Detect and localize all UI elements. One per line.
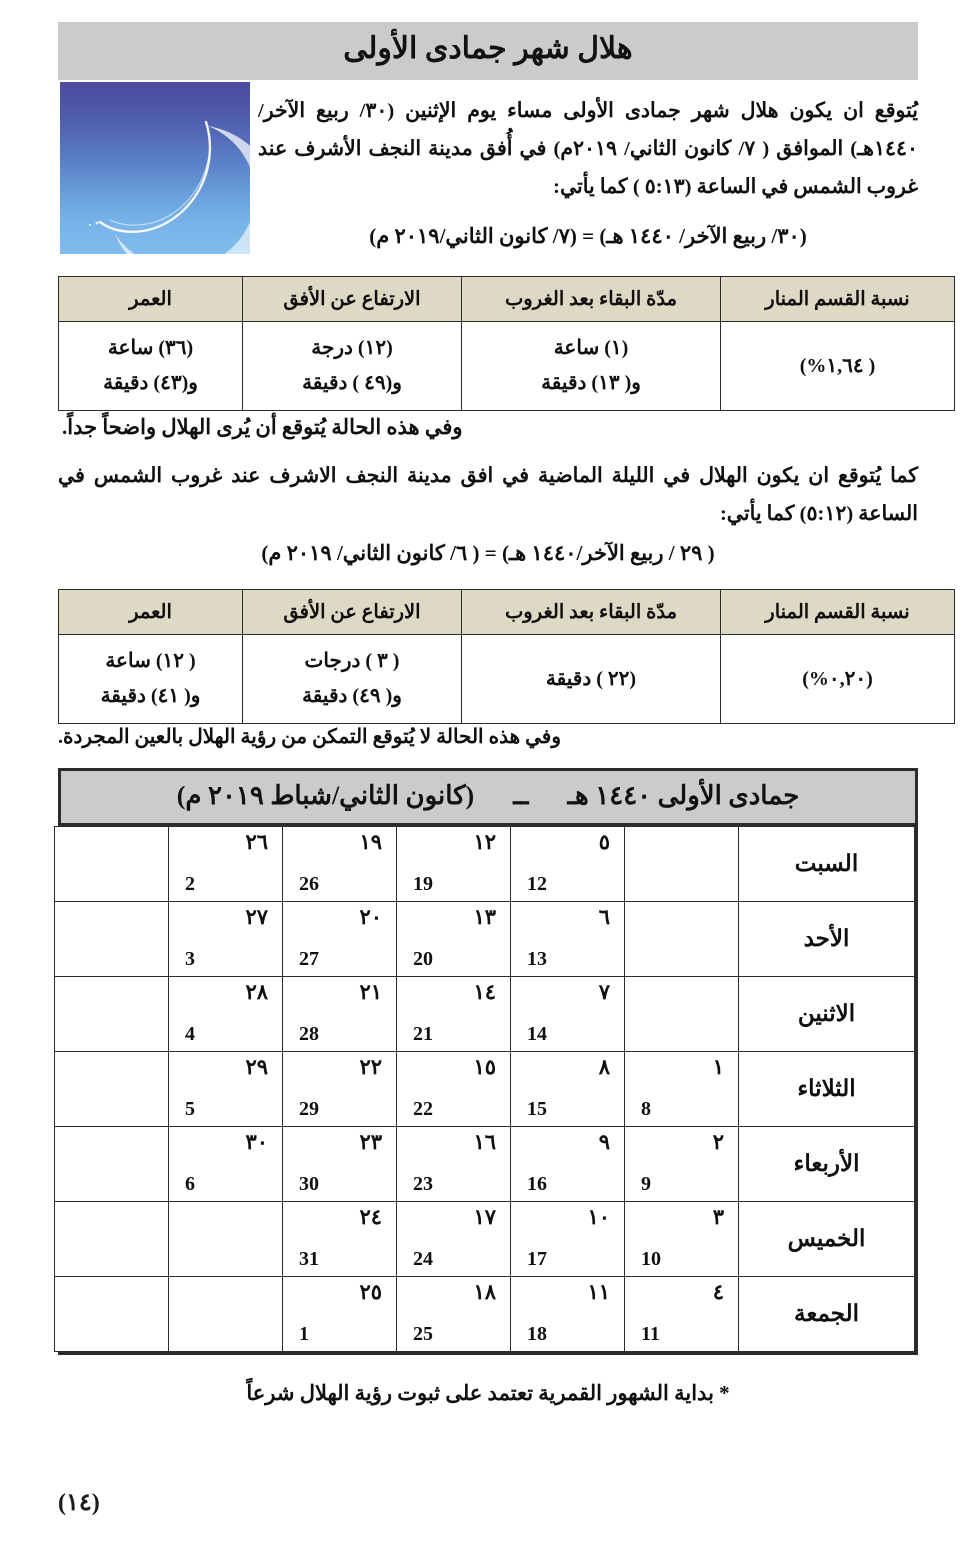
header-stay-duration: مدّة البقاء بعد الغروب xyxy=(462,277,721,322)
calendar-hijri-date: ١٩ xyxy=(359,830,382,854)
visibility-note-primary: وفي هذه الحالة يُتوقع أن يُرى الهلال واضحاً جداً. xyxy=(62,415,463,439)
calendar-cell-day xyxy=(397,1127,511,1202)
cell-altitude xyxy=(243,635,462,724)
calendar-gregorian-date: 27 xyxy=(299,948,319,970)
calendar-gregorian-date: 10 xyxy=(641,1248,661,1270)
cell-age xyxy=(59,322,243,411)
calendar-gregorian-date: 15 xyxy=(527,1098,547,1120)
calendar-hijri-date: ١٢ xyxy=(473,830,496,854)
calendar-hijri-date: ٢٣ xyxy=(359,1130,382,1154)
calendar-hijri-date: ٢١ xyxy=(359,980,382,1004)
calendar-hijri-date: ٢٥ xyxy=(359,1280,382,1304)
calendar-header xyxy=(61,771,915,826)
cell-altitude-line1: (١٢) درجة xyxy=(311,337,393,359)
calendar-row xyxy=(55,977,915,1052)
calendar-hijri-date: ٢٠ xyxy=(359,905,382,929)
hilal-stats-table-primary xyxy=(58,276,955,411)
calendar-row xyxy=(55,1052,915,1127)
calendar-hijri-date: ٣ xyxy=(712,1205,724,1229)
calendar-gregorian-date: 1 xyxy=(299,1323,309,1345)
calendar-hijri-date: ٢٧ xyxy=(245,905,268,929)
cell-age-line2: و( ٤١) دقيقة xyxy=(100,685,201,707)
calendar-gregorian-date: 31 xyxy=(299,1248,319,1270)
calendar-gregorian-date: 25 xyxy=(413,1323,433,1345)
calendar-cell-empty xyxy=(55,977,169,1052)
calendar-cell-day xyxy=(397,977,511,1052)
calendar-cell-empty xyxy=(55,827,169,902)
calendar-gregorian-date: 2 xyxy=(185,873,195,895)
calendar-gregorian-date: 14 xyxy=(527,1023,547,1045)
calendar-cell-empty xyxy=(625,902,739,977)
calendar-cell-day xyxy=(397,1202,511,1277)
calendar-row xyxy=(55,1127,915,1202)
hilal-stats-table-previous-night xyxy=(58,589,955,724)
cell-illuminated-fraction: (٠,٢٠%) xyxy=(721,635,955,724)
calendar-gregorian-date: 21 xyxy=(413,1023,433,1045)
calendar-gregorian-date: 26 xyxy=(299,873,319,895)
calendar-hijri-date: ١٧ xyxy=(473,1205,496,1229)
calendar-gregorian-date: 8 xyxy=(641,1098,651,1120)
calendar-gregorian-date: 23 xyxy=(413,1173,433,1195)
cell-stay-line2: و( ١٣) دقيقة xyxy=(541,372,641,394)
page-title-banner xyxy=(58,22,918,80)
calendar-cell-empty xyxy=(55,1127,169,1202)
header-altitude: الارتفاع عن الأفق xyxy=(243,590,462,635)
calendar-day-name: الأحد xyxy=(739,902,915,977)
table-header-row xyxy=(59,277,955,322)
calendar-cell-empty xyxy=(625,827,739,902)
calendar-gregorian-date: 11 xyxy=(641,1323,660,1345)
calendar-hijri-date: ١ xyxy=(712,1055,724,1079)
cell-altitude-line2: و( ٤٩) دقيقة xyxy=(302,685,402,707)
calendar-cell-empty xyxy=(55,1202,169,1277)
calendar-cell-day xyxy=(169,977,283,1052)
calendar-cell-day xyxy=(169,1052,283,1127)
calendar-cell-day xyxy=(625,1202,739,1277)
calendar-hijri-date: ٢٤ xyxy=(359,1205,382,1229)
calendar-cell-day xyxy=(283,827,397,902)
calendar-gregorian-date: 13 xyxy=(527,948,547,970)
calendar-gregorian-date: 18 xyxy=(527,1323,547,1345)
calendar-gregorian-date: 4 xyxy=(185,1023,195,1045)
header-altitude: الارتفاع عن الأفق xyxy=(243,277,462,322)
footnote: * بداية الشهور القمرية تعتمد على ثبوت رؤية الهلال شرعاً xyxy=(246,1381,730,1405)
calendar-day-name: الثلاثاء xyxy=(739,1052,915,1127)
cell-age-line1: (٣٦) ساعة xyxy=(107,337,194,359)
calendar-hijri-date: ٤ xyxy=(712,1280,724,1304)
calendar-gregorian-date: 30 xyxy=(299,1173,319,1195)
calendar-grid xyxy=(54,826,915,1352)
calendar-hijri-date: ١٣ xyxy=(473,905,496,929)
calendar-row xyxy=(55,827,915,902)
calendar-gregorian-date: 19 xyxy=(413,873,433,895)
calendar-cell-day xyxy=(283,902,397,977)
calendar-cell-empty xyxy=(55,902,169,977)
calendar-hijri-date: ١١ xyxy=(587,1280,610,1304)
calendar-hijri-date: ٢٦ xyxy=(245,830,268,854)
calendar-gregorian-date: 12 xyxy=(527,873,547,895)
calendar-cell-empty xyxy=(625,977,739,1052)
calendar-hijri-date: ٩ xyxy=(598,1130,610,1154)
calendar-cell-day xyxy=(283,1277,397,1352)
calendar-gregorian-date: 3 xyxy=(185,948,195,970)
cell-altitude-line2: و(٤٩ ) دقيقة xyxy=(302,372,402,394)
calendar-cell-day xyxy=(169,1127,283,1202)
table-row xyxy=(59,635,955,724)
calendar-cell-day xyxy=(397,1277,511,1352)
calendar-hijri-date: ٢٩ xyxy=(245,1055,268,1079)
calendar-cell-day xyxy=(283,1202,397,1277)
calendar-cell-day xyxy=(511,1052,625,1127)
calendar-gregorian-date: 6 xyxy=(185,1173,195,1195)
calendar-gregorian-date: 22 xyxy=(413,1098,433,1120)
calendar-cell-day xyxy=(625,1277,739,1352)
header-illuminated-fraction: نسبة القسم المنار xyxy=(721,277,955,322)
calendar-cell-day xyxy=(625,1052,739,1127)
calendar-day-name: الجمعة xyxy=(739,1277,915,1352)
calendar-cell-day xyxy=(511,827,625,902)
calendar-cell-day xyxy=(169,827,283,902)
calendar-row xyxy=(55,1277,915,1352)
calendar-cell-day xyxy=(397,827,511,902)
table-row xyxy=(59,322,955,411)
intro-paragraph: يُتوقع ان يكون هلال شهر جمادى الأولى مساء يوم الإثنين (٣٠/ ربيع الآخر/ ١٤٤٠هـ) الموافق ( ٧/ كانون الثاني/ ٢٠١٩م) في أُفق مدينة النجف الأشرف عند غروب الشمس في الساعة (٥:١٣ ) كما يأتي: xyxy=(258,100,919,198)
table-header-row xyxy=(59,590,955,635)
calendar-hijri-date: ١٦ xyxy=(473,1130,496,1154)
calendar-hijri-date: ١٠ xyxy=(587,1205,610,1229)
calendar-hijri-date: ٥ xyxy=(598,830,610,854)
calendar-cell-day xyxy=(511,977,625,1052)
crescent-moon-image xyxy=(60,82,250,254)
header-stay-duration: مدّة البقاء بعد الغروب xyxy=(462,590,721,635)
calendar-hijri-date: ١٤ xyxy=(473,980,496,1004)
intro-date-equivalence: (٣٠/ ربيع الآخر/ ١٤٤٠ هـ) = (٧/ كانون الثاني/٢٠١٩ م) xyxy=(369,224,807,248)
cell-stay-line1: (١) ساعة xyxy=(553,337,629,359)
calendar-hijri-date: ٢٨ xyxy=(245,980,268,1004)
calendar-hijri-date: ٢٢ xyxy=(359,1055,382,1079)
calendar-cell-empty xyxy=(169,1202,283,1277)
cell-altitude xyxy=(243,322,462,411)
cell-age xyxy=(59,635,243,724)
calendar-cell-empty xyxy=(55,1277,169,1352)
calendar-day-name: السبت xyxy=(739,827,915,902)
crescent-shape-icon xyxy=(60,82,250,254)
calendar-cell-day xyxy=(511,1202,625,1277)
calendar-gregorian-date: 28 xyxy=(299,1023,319,1045)
calendar-hijri-date: ٨ xyxy=(598,1055,610,1079)
calendar-hijri-date: ٧ xyxy=(598,980,610,1004)
calendar-row xyxy=(55,1202,915,1277)
calendar-cell-day xyxy=(283,1052,397,1127)
calendar-cell-empty xyxy=(55,1052,169,1127)
header-illuminated-fraction: نسبة القسم المنار xyxy=(721,590,955,635)
header-age: العمر xyxy=(59,277,243,322)
calendar-cell-empty xyxy=(169,1277,283,1352)
cell-age-line2: و(٤٣) دقيقة xyxy=(103,372,198,394)
calendar-hijri-date: ٢ xyxy=(712,1130,724,1154)
calendar-hijri-date: ١٨ xyxy=(473,1280,496,1304)
calendar-hijri-date: ٦ xyxy=(598,905,610,929)
calendar-day-name: الخميس xyxy=(739,1202,915,1277)
calendar-cell-day xyxy=(511,902,625,977)
previous-night-date-equivalence: ( ٢٩ / ربيع الآخر/١٤٤٠ هـ) = ( ٦/ كانون الثاني/ ٢٠١٩ م) xyxy=(261,541,715,565)
cell-illuminated-fraction: ( ١,٦٤%) xyxy=(721,322,955,411)
cell-stay-duration: (٢٢ ) دقيقة xyxy=(462,635,721,724)
calendar-hijri-date: ١٥ xyxy=(473,1055,496,1079)
calendar-hijri-date: ٣٠ xyxy=(245,1130,268,1154)
calendar-gregorian-date: 17 xyxy=(527,1248,547,1270)
calendar-gregorian-date: 29 xyxy=(299,1098,319,1120)
calendar-cell-day xyxy=(397,902,511,977)
calendar-gregorian-date: 5 xyxy=(185,1098,195,1120)
calendar-row xyxy=(55,902,915,977)
page-number: (١٤) xyxy=(58,1490,100,1516)
calendar-gregorian-date: 20 xyxy=(413,948,433,970)
calendar-cell-day xyxy=(169,902,283,977)
cell-age-line1: ( ١٢) ساعة xyxy=(105,650,196,672)
calendar-gregorian-date: 24 xyxy=(413,1248,433,1270)
calendar-gregorian-date: 9 xyxy=(641,1173,651,1195)
calendar-day-name: الأربعاء xyxy=(739,1127,915,1202)
calendar-cell-day xyxy=(625,1127,739,1202)
calendar-gregorian-date: 16 xyxy=(527,1173,547,1195)
monthly-calendar xyxy=(58,768,918,1355)
calendar-day-name: الاثنين xyxy=(739,977,915,1052)
previous-night-paragraph: كما يُتوقع ان يكون الهلال في الليلة الماضية في افق مدينة النجف الاشرف عند غروب الشمس في الساعة (٥:١٢) كما يأتي: xyxy=(58,465,918,525)
calendar-cell-day xyxy=(283,977,397,1052)
calendar-cell-day xyxy=(397,1052,511,1127)
cell-altitude-line1: ( ٣ ) درجات xyxy=(304,650,400,672)
page-title: هلال شهر جمادى الأولى xyxy=(343,32,633,65)
calendar-cell-day xyxy=(283,1127,397,1202)
calendar-cell-day xyxy=(511,1127,625,1202)
calendar-title: جمادى الأولى ١٤٤٠ هـ ــ (كانون الثاني/شباط ٢٠١٩ م) xyxy=(176,780,800,810)
calendar-cell-day xyxy=(511,1277,625,1352)
visibility-note-previous-night: وفي هذه الحالة لا يُتوقع التمكن من رؤية الهلال بالعين المجردة. xyxy=(58,726,562,748)
cell-stay-duration xyxy=(462,322,721,411)
header-age: العمر xyxy=(59,590,243,635)
